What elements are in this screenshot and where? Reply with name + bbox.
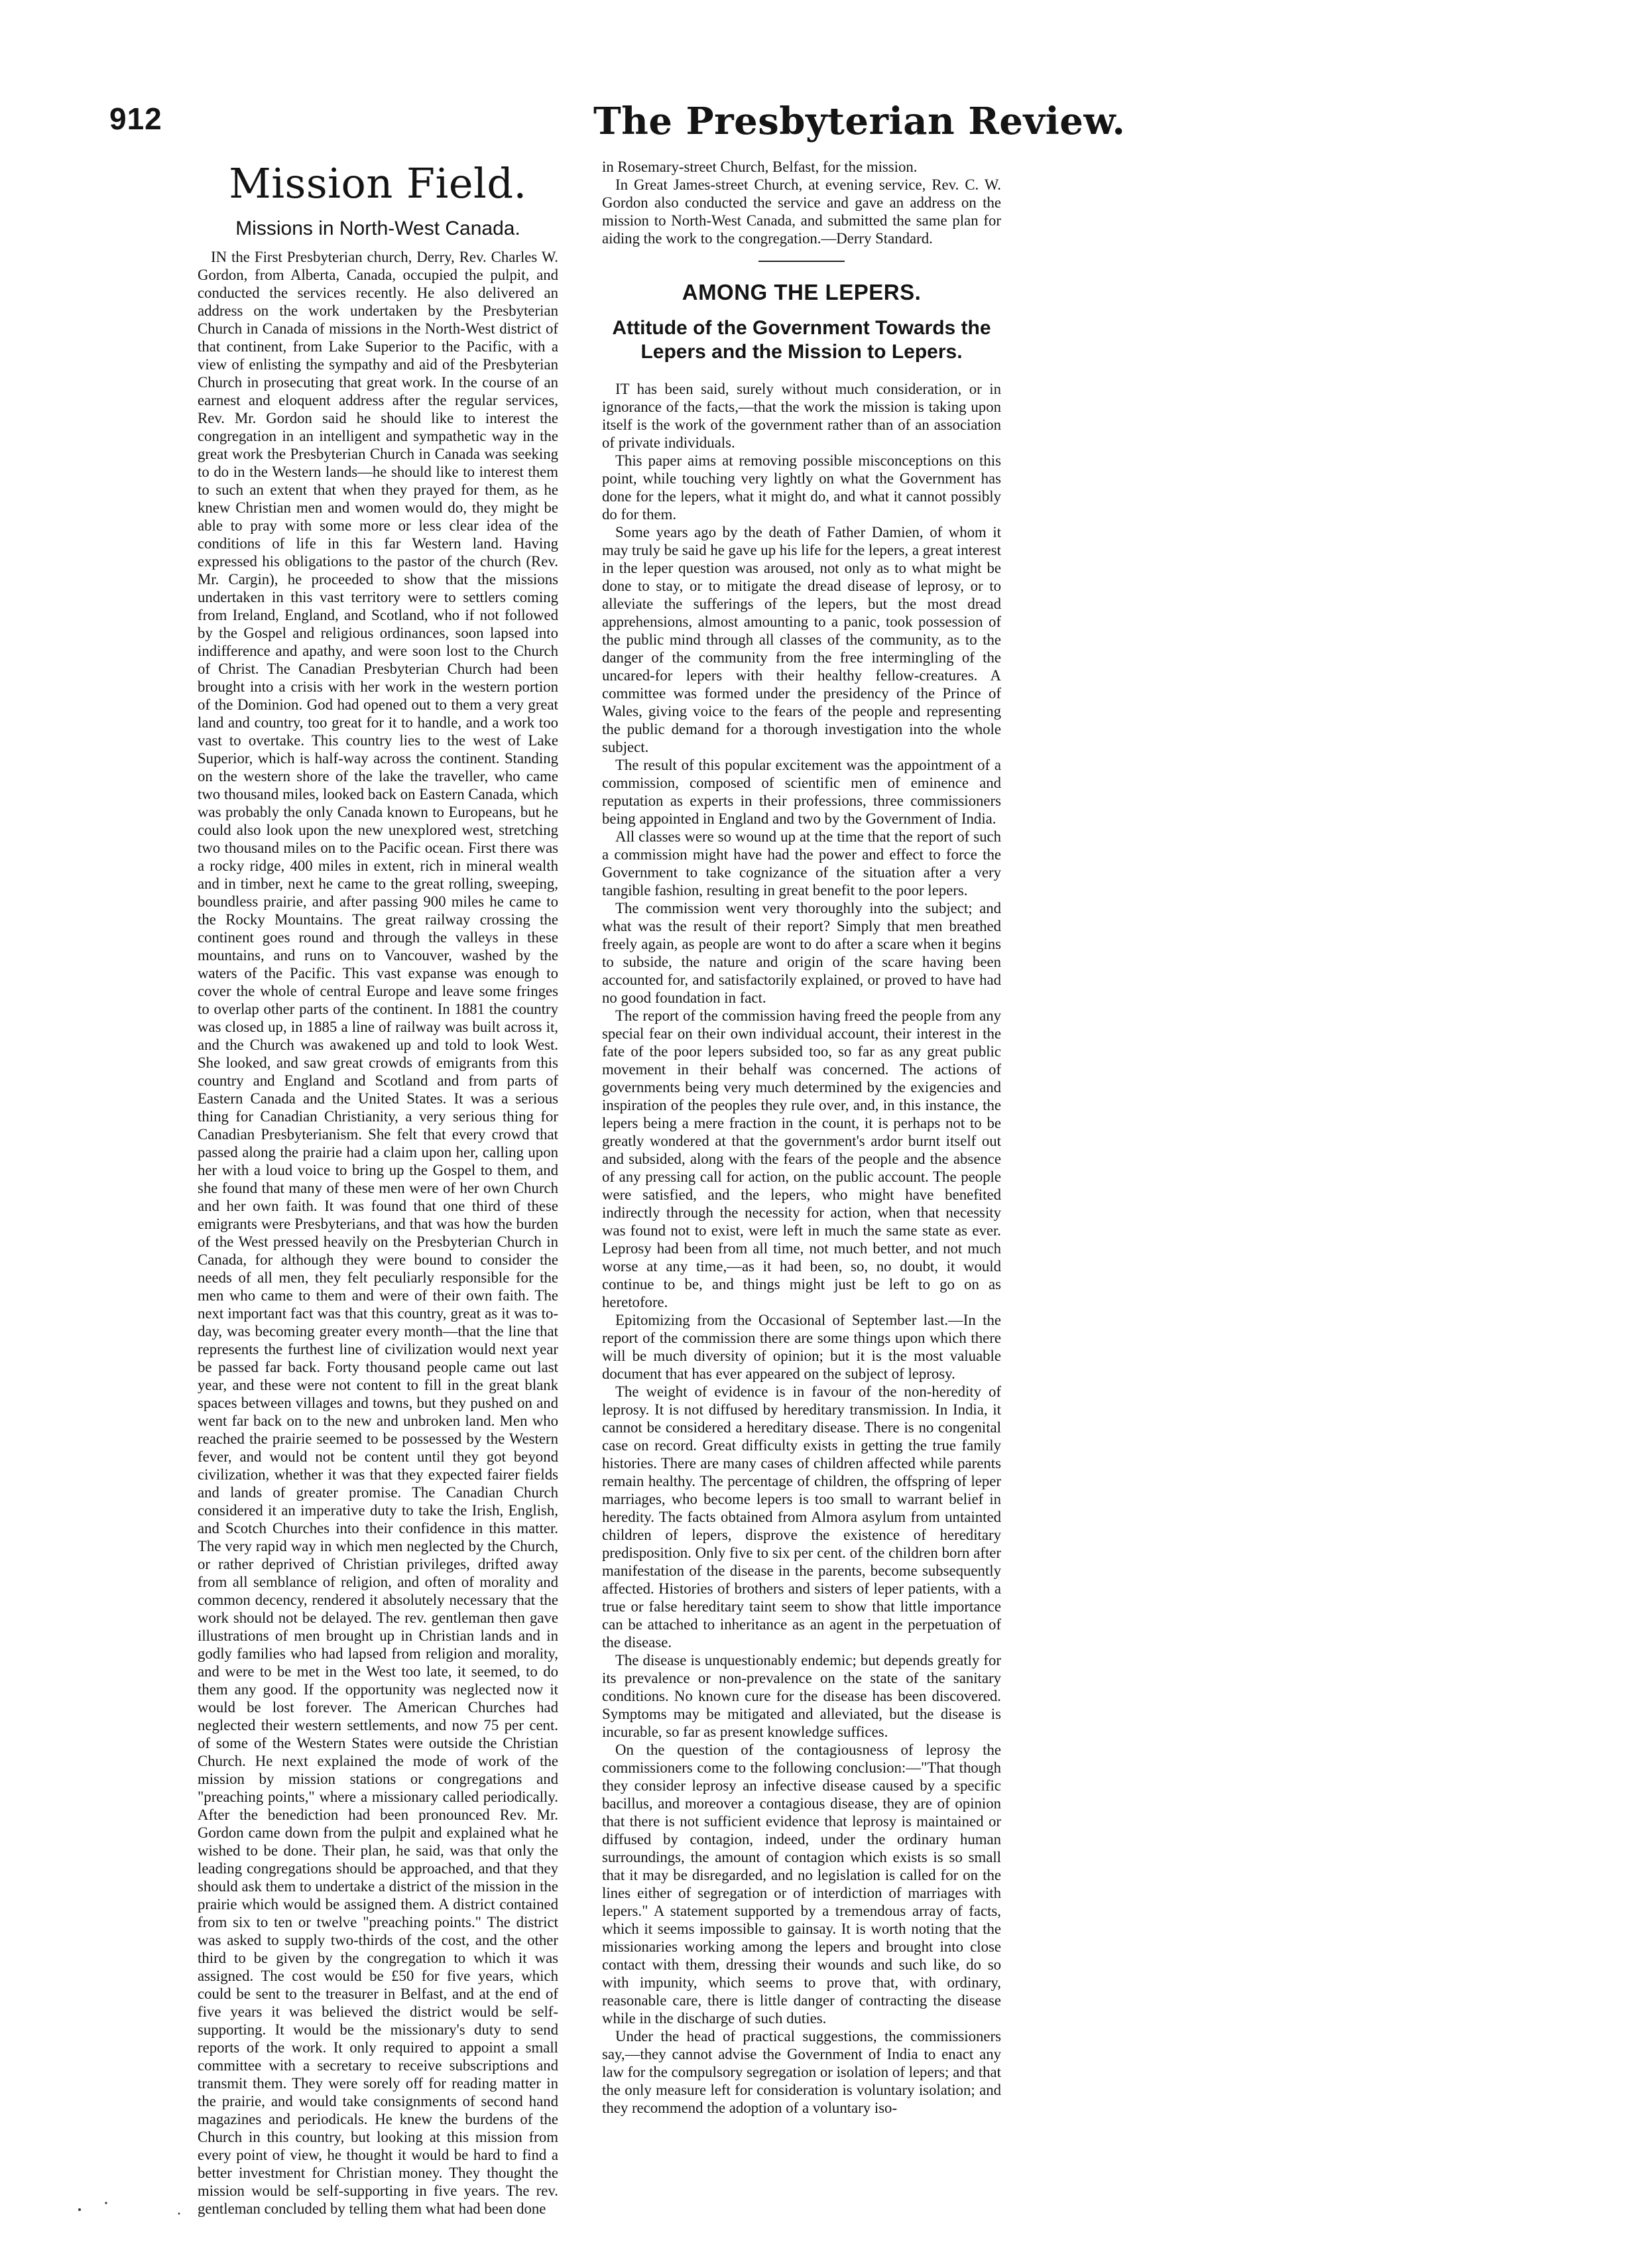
article-paragraph: Some years ago by the death of Father Damien, of whom it may truly be said he gave up his life for the lepers, a great interest in the leper question was aroused, not only as to what might be done to stay, or to mitigate the dread disease of leprosy, or to alleviate the sufferings of the lepers, but the most dread apprehensions, almost amounting to a panic, took possession of the public mind through all classes of the community, as to the danger of the community from the free intermingling of the uncared-for lepers with their healthy fellow-creatures. A committee was formed under the presidency of the Prince of Wales, giving voice to the fears of the people and representing the public demand for a thorough investigation into the whole subject. bbox=[602, 524, 1001, 755]
article-paragraph: This paper aims at removing possible misconceptions on this point, while touching very lightly on what the Government has done for the lepers, what it might do, and what it cannot possibly do for them. bbox=[602, 452, 1001, 523]
article-paragraph: The result of this popular excitement was the appointment of a commission, composed of scientific men of eminence and reputation as experts in their professions, three commissioners being appointed in England and two by the Government of India. bbox=[602, 757, 1001, 827]
article-paragraph: On the question of the contagiousness of leprosy the commissioners come to the following conclusion:—"That though they consider leprosy an infective disease caused by a specific bacillus, and moreover a contagious disease, they are of opinion that there is not sufficient evidence that leprosy is maintained or diffused by contagion, indeed, under the ordinary human surroundings, the amount of contagion which exists is so small that it may be disregarded, and no legislation is called for on the lines either of segregation or of interdiction of marriages with lepers." A statement supported by a tremendous array of facts, which it seems impossible to gainsay. It is worth noting that the missionaries working among the lepers and brought into close contact with them, dressing their wounds and such like, do so with impunity, which seems to prove that, with ordinary, reasonable care, there is little danger of contracting the disease while in the discharge of such duties. bbox=[602, 1741, 1001, 2027]
article-paragraph: The weight of evidence is in favour of the non-heredity of leprosy. It is not diffused by hereditary transmission. In India, it cannot be considered a hereditary disease. There is no congenital case on record. Great difficulty exists in getting the true family histories. There are many cases of children affected while parents remain healthy. The percentage of children, the offspring of leper marriages, who become lepers is too small to warrant belief in heredity. The facts obtained from Almora asylum from untainted children of lepers, disprove the existence of hereditary predisposition. Only five to six per cent. of the children born after manifestation of the disease in the parents, become subsequently affected. Histories of brothers and sisters of leper patients, with a true or false hereditary taint seem to show that little importance can be attached to inheritance as an agent in the perpetuation of the disease. bbox=[602, 1383, 1001, 1651]
article-subtitle: Missions in North-West Canada. bbox=[235, 218, 520, 239]
article-paragraph: The report of the commission having freed the people from any special fear on their own individual account, their interest in the fate of the poor lepers subsided too, so far as any great public movement in their behalf was concerned. The actions of governments being very much determined by the exigencies and inspiration of the peoples they rule over, and, in this instance, the lepers being a mere fraction in the count, it is perhaps not to be greatly wondered at that the government's ardor burnt itself out and subsided, along with the fears of the people and the absence of any pressing call for action, on the public account. The people were satisfied, and the lepers, who might have benefited indirectly through the necessity for action, when that necessity was found not to exist, were left in much the same state as ever. Leprosy had been from all time, not much better, and not much worse at any time,—as it had been, so, no doubt, it would continue to be, and things might just be left to go on as heretofore. bbox=[602, 1007, 1001, 1310]
article-paragraph: The commission went very thoroughly into the subject; and what was the result of their report? Simply that men breathed freely again, as people are wont to do after a scare when it begins to subside, the nature and origin of the scare having been accounted for, and satisfactorily explained, or proved to have had no good foundation in fact. bbox=[602, 900, 1001, 1006]
article-paragraph-continued: in Rosemary-street Church, Belfast, for the mission. bbox=[602, 158, 918, 175]
article-paragraph: All classes were so wound up at the time that the report of such a commission might have had the power and effect to force the Government to take cognizance of the situation after a very tangible fashion, resulting in great benefit to the poor lepers. bbox=[602, 828, 1001, 899]
article-paragraph: In Great James-street Church, at evening service, Rev. C. W. Gordon also conducted the service and gave an address on the mission to North-West Canada, and submitted the same plan for aiding the work to the congregation.—Derry Standard. bbox=[602, 176, 1001, 247]
column-2 bbox=[602, 158, 1001, 2234]
article-paragraph: The disease is unquestionably endemic; but depends greatly for its prevalence or non-prevalence on the state of the sanitary conditions. No known cure for the disease has been discovered. Symptoms may be mitigated and alleviated, but the disease is incurable, so far as present knowledge suffices. bbox=[602, 1652, 1001, 1740]
running-title: The Presbyterian Review. bbox=[593, 99, 1126, 143]
continued-text bbox=[602, 158, 1001, 2117]
article-paragraph: IN the First Presbyterian church, Derry, Rev. Charles W. Gordon, from Alberta, Canada, occupied the pulpit, and conducted the services recently. He also delivered an address on the work undertaken by the Presbyterian Church in Canada of missions in the North-West district of that continent, from Lake Superior to the Pacific, with a view of enlisting the sympathy and aid of the Presbyterian Church in prosecuting that great work. In the course of an earnest and eloquent address after the regular services, Rev. Mr. Gordon said he should like to interest the congregation in an intelligent and sympathetic way in the great work the Presbyterian Church in Canada was seeking to do in the Western lands—he should like to interest them to such an extent that when they prayed for them, as he knew Christian men and women would do, they might be able to pray with some more or less clear idea of the conditions of life in this far Western land. Having expressed his obligations to the pastor of the church (Rev. Mr. Cargin), he proceeded to show that the missions undertaken in this vast territory were to settlers coming from Ireland, England, and Scotland, who if not followed by the Gospel and religious ordinances, soon lapsed into indifference and apathy, and were soon lost to the Church of Christ. The Canadian Presbyterian Church had been brought into a crisis with her work in the western portion of the Dominion. God had opened out to them a very great land and country, too great for it to handle, and a work too vast to overtake. This country lies to the west of Lake Superior, which is half-way across the continent. Standing on the western shore of the lake the traveller, who came two thousand miles, looked back on Eastern Canada, which was probably the only Canada known to Europeans, but he could also look upon the new unexplored west, stretching two thousand miles on to the Pacific ocean. First there was a rocky ridge, 400 miles in extent, rich in mineral wealth and in timber, next he came to the great rolling, sweeping, boundless prairie, and after passing 900 miles he came to the Rocky Mountains. The great railway crossing the continent goes round and through the valleys in these mountains, and runs on to Vancouver, washed by the waters of the Pacific. This vast expanse was enough to cover the whole of central Europe and leave some fringes to overlap other parts of the continent. In 1881 the country was closed up, in 1885 a line of railway was built across it, and the Church was awakened up and told to look West. She looked, and saw great crowds of emigrants from this country and England and Scotland and from parts of Eastern Canada and the United States. It was a serious thing for Canadian Christianity, a very serious thing for Canadian Presbyterianism. She felt that every crowd that passed along the prairie had a claim upon her, calling upon her with a loud voice to bring up the Gospel to them, and she found that many of these men were of her own Church and her own faith. It was found that one third of these emigrants were Presbyterians, and that was how the burden of the West pressed heavily on the Presbyterian Church in Canada, for although they were bound to consider the needs of all men, they felt peculiarly responsible for the men who came to them and were of their own faith. The next important fact was that this country, great as it was to-day, was becoming greater every month—that the line that represents the furthest line of civilization would next year be passed far back. Forty thousand people came out last year, and these were not content to fill in the great blank spaces between villages and towns, but they pushed on and went far back on to the new and unbroken land. Men who reached the prairie seemed to be possessed by the Western fever, and would not be content until they got beyond civilization, whether it was that they expected fairer fields and lands of greater promise. The Canadian Church considered it an imperative duty to take the Irish, English, and Scotch Churches into their confidence in this matter. The very rapid way in which men neglected by the Church, or rather deprived of Christian privileges, drifted away from all semblance of religion, and often of morality and common decency, rendered it absolutely necessary that the work should not be delayed. The rev. gentleman then gave illustrations of men brought up in Christian lands and in godly families who had lapsed from religion and morality, and were to be met in the West too late, it seemed, to do them any good. If the opportunity was neglected now it would be lost forever. The American Churches had neglected their western settlements, and now 75 per cent. of some of the Western States were outside the Christian Church. He next explained the mode of work of the mission by mission stations or congregations and "preaching points," where a missionary called periodically. After the benediction had been pronounced Rev. Mr. Gordon came down from the pulpit and explained what he wished to be done. Their plan, he said, was that only the leading congregations should be approached, and that they should ask them to undertake a district of the mission in the prairie which would be assigned them. A district contained from six to ten or twelve "preaching points." The district was asked to supply two-thirds of the cost, and the other third to be given by the congregation to which it was assigned. The cost would be £50 for five years, which could be sent to the treasurer in Belfast, and at the end of five years it was believed the district would be self-supporting. It would be the missionary's duty to send reports of the work. It only required to appoint a small committee with a secretary to receive subscriptions and transmit them. They were sorely off for reading matter in the prairie, and would take consignments of second hand magazines and periodicals. He knew the burdens of the Church in this country, but looking at this mission from every point of view, he thought it would be hard to find a better investment for Christian money. They thought the mission would be self-supporting in five years. The rev. gentleman concluded by telling them what had been done bbox=[198, 249, 558, 2217]
article-paragraph: Under the head of practical suggestions, the commissioners say,—they cannot advise the Government of India to enact any law for the compulsory segregation or isolation of lepers; and that the only measure left for consideration is voluntary isolation; and they recommend the adoption of a voluntary iso- bbox=[602, 2028, 1001, 2116]
article-paragraph: IT has been said, surely without much consideration, or in ignorance of the facts,—that the work the mission is taking upon itself is the work of the government rather than of an association of private individuals. bbox=[602, 381, 1001, 451]
article-paragraph: Epitomizing from the Occasional of September last.—In the report of the commission there are some things upon which there will be much diversity of opinion; but it is the most valuable document that has ever appeared on the subject of leprosy. bbox=[602, 1312, 1001, 1382]
page-number: 912 bbox=[109, 101, 162, 136]
print-specks bbox=[40, 2195, 239, 2222]
lepers-subtitle: Attitude of the Government Towards the Lepers and the Mission to Lepers. bbox=[612, 317, 991, 363]
column-1 bbox=[198, 158, 558, 2234]
section-divider bbox=[758, 261, 845, 262]
lepers-title: AMONG THE LEPERS. bbox=[682, 280, 922, 304]
column-3 bbox=[1028, 158, 1432, 2234]
section-title: Mission Field. bbox=[229, 159, 527, 208]
